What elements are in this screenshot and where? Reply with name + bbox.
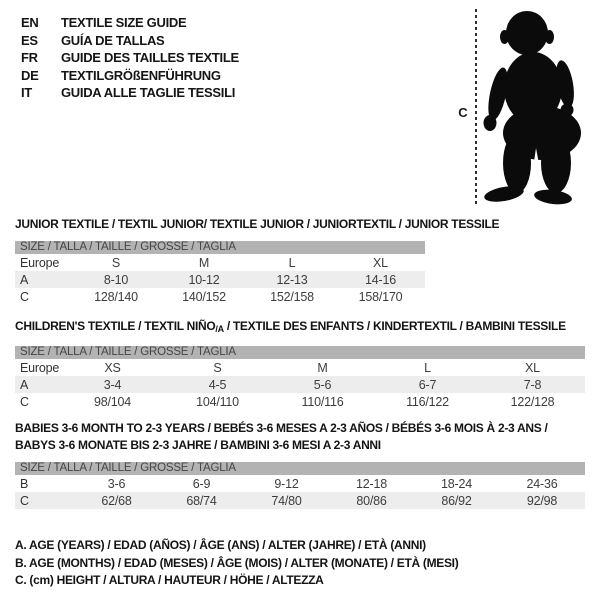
language-title: GUÍA DE TALLAS	[61, 32, 165, 48]
table-row	[15, 376, 585, 393]
row-label-cell: Europe	[20, 360, 60, 375]
size-value-cell: 122/128	[510, 394, 555, 409]
size-value-cell: 128/140	[94, 289, 138, 304]
size-value-cell: 24-36	[526, 476, 558, 491]
language-row	[21, 67, 239, 85]
row-label-cell: A	[15, 376, 60, 393]
size-value-cell: 3-4	[60, 376, 165, 393]
size-value-cell: M	[317, 360, 328, 375]
size-value-cell: 12-13	[248, 271, 336, 288]
row-label-cell: B	[20, 476, 29, 491]
height-measure-label: C	[458, 105, 468, 120]
size-value-cell: 68/74	[159, 492, 244, 509]
junior-table-title: JUNIOR TEXTILE / TEXTIL JUNIOR/ TEXTILE JUNIOR / JUNIORTEXTIL / JUNIOR TESSILE	[15, 217, 500, 231]
size-value-cell: 152/158	[270, 289, 314, 304]
children-table-title	[15, 318, 566, 338]
title-text: CHILDREN'S TEXTILE / TEXTIL NIÑO	[15, 319, 216, 333]
language-code: DE	[21, 67, 39, 83]
table-row	[15, 393, 585, 410]
size-value-cell: 6-9	[192, 476, 211, 491]
size-value-cell: 110/116	[301, 394, 344, 409]
size-value-cell: S	[213, 360, 222, 375]
size-value-cell: 158/170	[358, 289, 403, 304]
size-value-cell: 74/80	[244, 492, 329, 509]
size-value-cell: 4-5	[165, 376, 270, 393]
row-label-cell: C	[15, 492, 74, 509]
note-height-cm: C. (cm) HEIGHT / ALTURA / HAUTEUR / HÖHE / ALTEZZA	[15, 573, 324, 587]
babies-title-line-1: BABIES 3-6 MONTH TO 2-3 YEARS / BEBÉS 3-6 MESES A 2-3 AÑOS / BÉBÉS 3-6 MOIS À 2-3 ANS /	[15, 421, 548, 435]
size-value-cell: 7-8	[480, 376, 585, 393]
size-value-cell: 18-24	[441, 476, 472, 491]
size-value-cell: L	[288, 255, 296, 270]
language-title: GUIDE DES TAILLES TEXTILE	[61, 50, 239, 65]
table-row	[15, 271, 425, 288]
language-code: IT	[21, 85, 32, 100]
row-label-cell: C	[20, 394, 29, 409]
babies-size-table	[15, 475, 585, 509]
babies-size-header-bar: SIZE / TALLA / TAILLE / GRÖSSE / TAGLIA	[15, 462, 585, 475]
size-value-cell: 62/68	[74, 492, 159, 509]
language-code: FR	[21, 50, 38, 65]
toddler-silhouette-icon	[479, 8, 594, 208]
size-value-cell: M	[198, 255, 210, 270]
size-value-cell: 3-6	[107, 476, 126, 491]
size-value-cell: 6-7	[375, 376, 480, 393]
junior-size-header-bar: SIZE / TALLA / TAILLE / GRÖSSE / TAGLIA	[15, 241, 425, 254]
babies-table-title	[15, 420, 547, 453]
size-value-cell: 116/122	[406, 394, 449, 409]
note-age-months: B. AGE (MONTHS) / EDAD (MESES) / ÂGE (MOIS) / ALTER (MONATE) / ETÀ (MESI)	[15, 555, 459, 570]
language-title: TEXTILE SIZE GUIDE	[61, 15, 187, 30]
language-title: TEXTILGRÖßENFÜHRUNG	[61, 67, 221, 83]
size-value-cell: XL	[525, 360, 540, 375]
title-text: / TEXTILE DES ENFANTS / KINDERTEXTIL / BAMBINI TESSILE	[223, 319, 566, 333]
size-value-cell: L	[424, 360, 431, 375]
size-value-cell: XL	[373, 255, 388, 270]
size-value-cell: 8-10	[72, 271, 160, 288]
size-value-cell: 14-16	[336, 271, 425, 288]
language-code: ES	[21, 32, 38, 48]
language-row	[21, 49, 239, 67]
size-value-cell: 104/110	[196, 394, 239, 409]
table-row	[15, 254, 425, 271]
junior-size-table	[15, 254, 425, 305]
table-row	[15, 359, 585, 376]
size-value-cell: 92/98	[499, 492, 585, 509]
row-label-cell: A	[15, 271, 72, 288]
row-label-cell: Europe	[20, 255, 60, 270]
size-value-cell: 10-12	[160, 271, 248, 288]
height-measure-line	[475, 9, 477, 207]
note-age-years: A. AGE (YEARS) / EDAD (AÑOS) / ÂGE (ANS) / ALTER (JAHRE) / ETÀ (ANNI)	[15, 538, 426, 552]
size-value-cell: 80/86	[329, 492, 414, 509]
legend-notes	[15, 537, 458, 590]
language-title: GUIDA ALLE TAGLIE TESSILI	[61, 85, 236, 100]
language-list	[21, 14, 239, 102]
title-subscript: /A	[215, 324, 224, 334]
row-label-cell: C	[20, 289, 29, 304]
size-value-cell: 98/104	[93, 394, 132, 409]
table-row	[15, 288, 425, 305]
children-size-header-bar: SIZE / TALLA / TAILLE / GRÖSSE / TAGLIA	[15, 346, 585, 359]
size-value-cell: 5-6	[270, 376, 375, 393]
table-row	[15, 475, 585, 492]
table-row	[15, 492, 585, 509]
size-value-cell: XS	[104, 360, 121, 375]
language-row	[21, 32, 239, 50]
babies-title-line-2: BABYS 3-6 MONATE BIS 2-3 JAHRE / BAMBINI 3-6 MESI A 2-3 ANNI	[15, 437, 381, 452]
language-code: EN	[21, 15, 39, 30]
children-size-table	[15, 359, 585, 410]
size-value-cell: S	[111, 255, 121, 270]
language-row	[21, 84, 239, 102]
size-value-cell: 9-12	[274, 476, 299, 491]
size-value-cell: 12-18	[356, 476, 387, 491]
size-value-cell: 140/152	[182, 289, 226, 304]
size-value-cell: 86/92	[414, 492, 499, 509]
language-row	[21, 14, 239, 32]
